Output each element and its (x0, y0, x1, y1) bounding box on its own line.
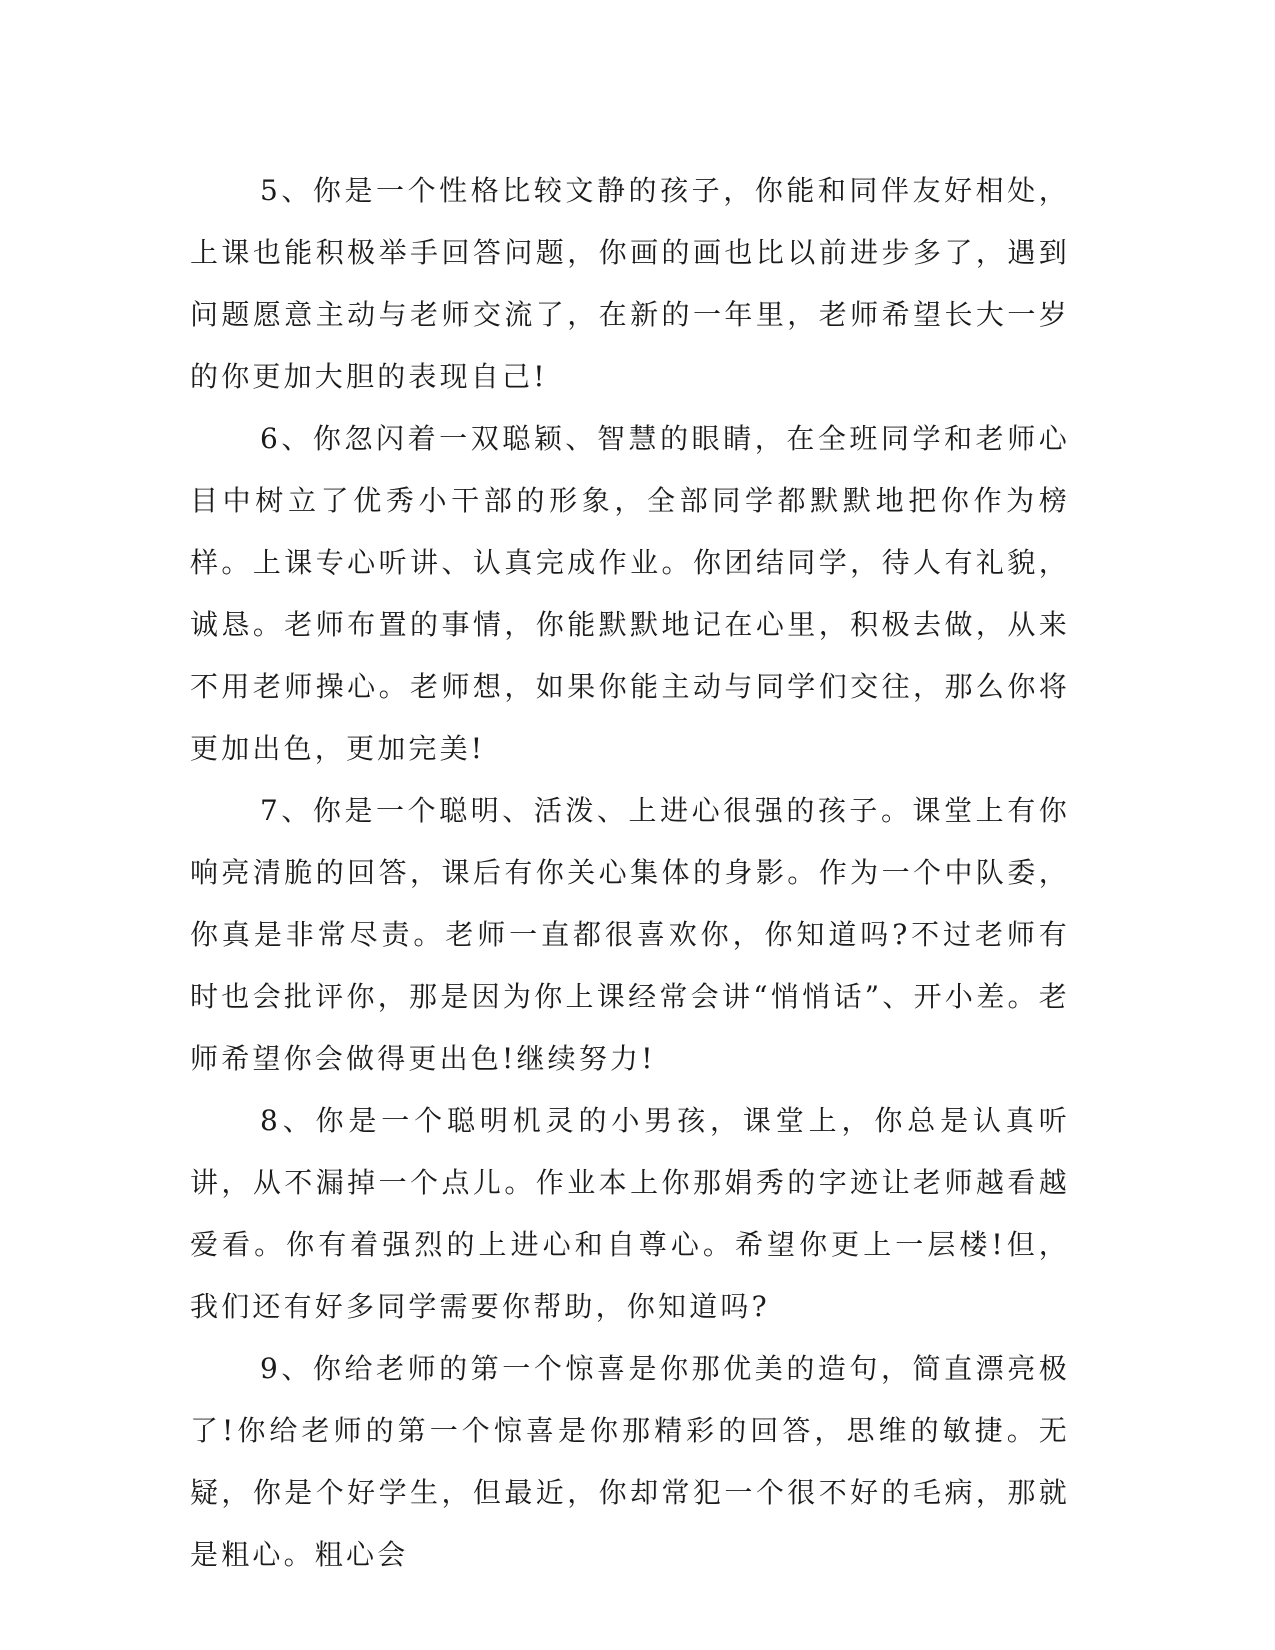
paragraph-7: 7、你是一个聪明、活泼、上进心很强的孩子。课堂上有你响亮清脆的回答，课后有你关心集体的身影。作为一个中队委，你真是非常尽责。老师一直都很喜欢你，你知道吗?不过老师有时也会批评你，那是因为你上课经常会讲“悄悄话”、开小差。老师希望你会做得更出色!继续努力! (190, 794, 1070, 1075)
paragraph-8: 8、你是一个聪明机灵的小男孩，课堂上，你总是认真听讲，从不漏掉一个点儿。作业本上你那娟秀的字迹让老师越看越爱看。你有着强烈的上进心和自尊心。希望你更上一层楼!但，我们还有好多同学需要你帮助，你知道吗? (190, 1104, 1070, 1323)
document-body (190, 160, 1070, 1586)
paragraph-6: 6、你忽闪着一双聪颖、智慧的眼睛，在全班同学和老师心目中树立了优秀小干部的形象，全部同学都默默地把你作为榜样。上课专心听讲、认真完成作业。你团结同学，待人有礼貌，诚恳。老师布置的事情，你能默默地记在心里，积极去做，从来不用老师操心。老师想，如果你能主动与同学们交往，那么你将更加出色，更加完美! (190, 422, 1070, 765)
paragraph-9: 9、你给老师的第一个惊喜是你那优美的造句，简直漂亮极了!你给老师的第一个惊喜是你那精彩的回答，思维的敏捷。无疑，你是个好学生，但最近，你却常犯一个很不好的毛病，那就是粗心。粗心会 (190, 1352, 1070, 1571)
paragraph-5: 5、你是一个性格比较文静的孩子，你能和同伴友好相处，上课也能积极举手回答问题，你画的画也比以前进步多了，遇到问题愿意主动与老师交流了，在新的一年里，老师希望长大一岁的你更加大胆的表现自己! (190, 174, 1070, 393)
